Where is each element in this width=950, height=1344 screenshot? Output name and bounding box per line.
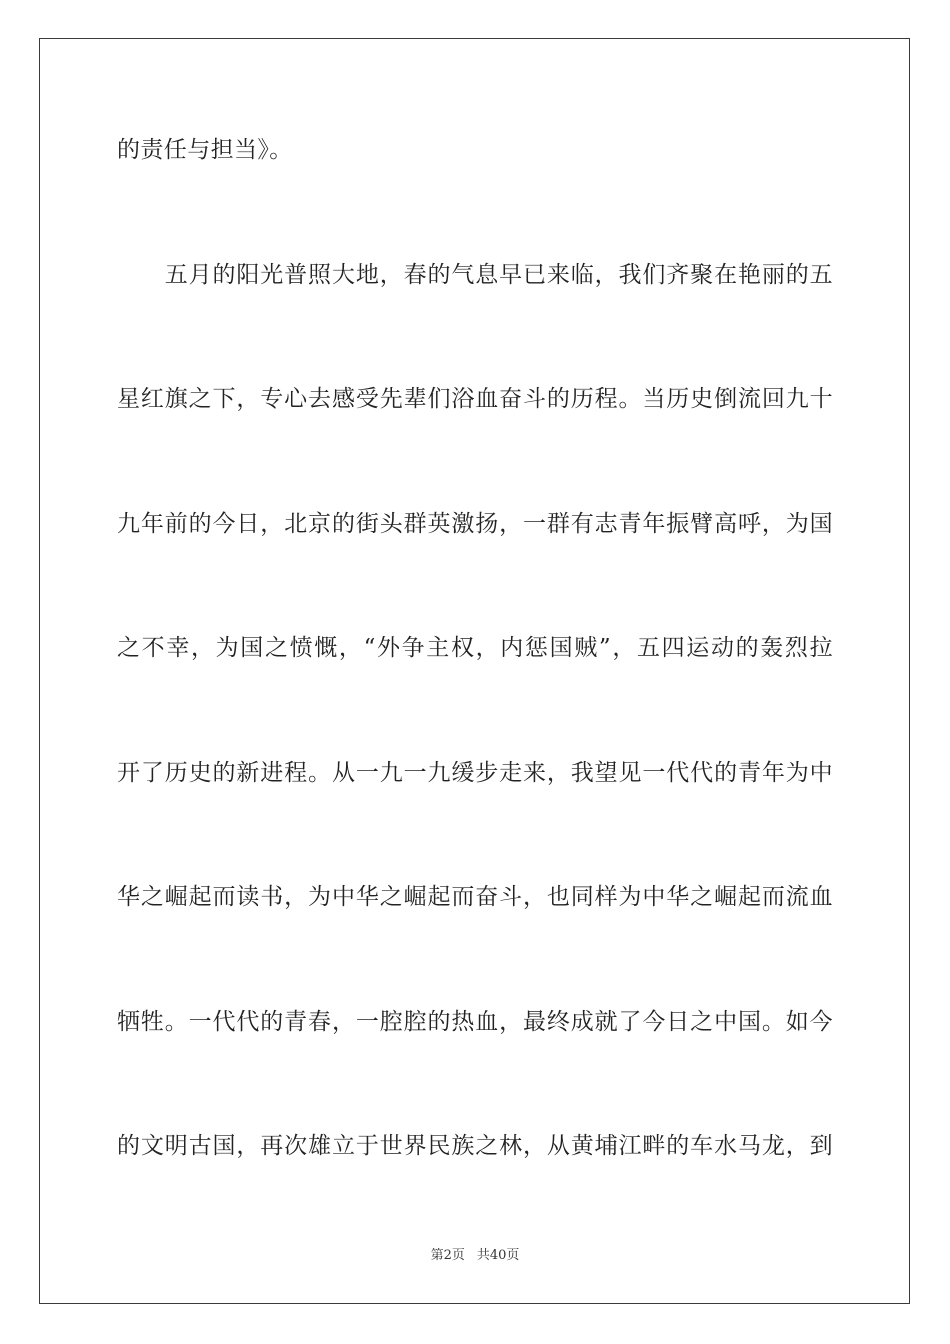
text-line-6: 开了历史的新进程。从一九一九缓步走来，我望见一代代的青年为中 [117,760,833,786]
text-line-3: 星红旗之下，专心去感受先辈们浴血奋斗的历程。当历史倒流回九十 [117,386,833,412]
text-line-5: 之不幸，为国之愤慨，“外争主权，内惩国贼”，五四运动的轰烈拉 [117,635,833,661]
page-total: 共40页 [476,1248,520,1263]
page-number: 第2页 [430,1248,465,1263]
page-border [39,38,910,1304]
text-line-7: 华之崛起而读书，为中华之崛起而奋斗，也同样为中华之崛起而流血 [117,884,833,910]
page-footer [0,1247,950,1265]
text-line-1: 的责任与担当》。 [117,137,293,163]
text-line-2: 五月的阳光普照大地，春的气息早已来临，我们齐聚在艳丽的五 [117,262,833,288]
text-line-9: 的文明古国，再次雄立于世界民族之林，从黄埔江畔的车水马龙，到 [117,1133,833,1159]
text-line-8: 牺牲。一代代的青春，一腔腔的热血，最终成就了今日之中国。如今 [117,1009,833,1035]
text-line-4: 九年前的今日，北京的街头群英激扬，一群有志青年振臂高呼，为国 [117,511,833,537]
